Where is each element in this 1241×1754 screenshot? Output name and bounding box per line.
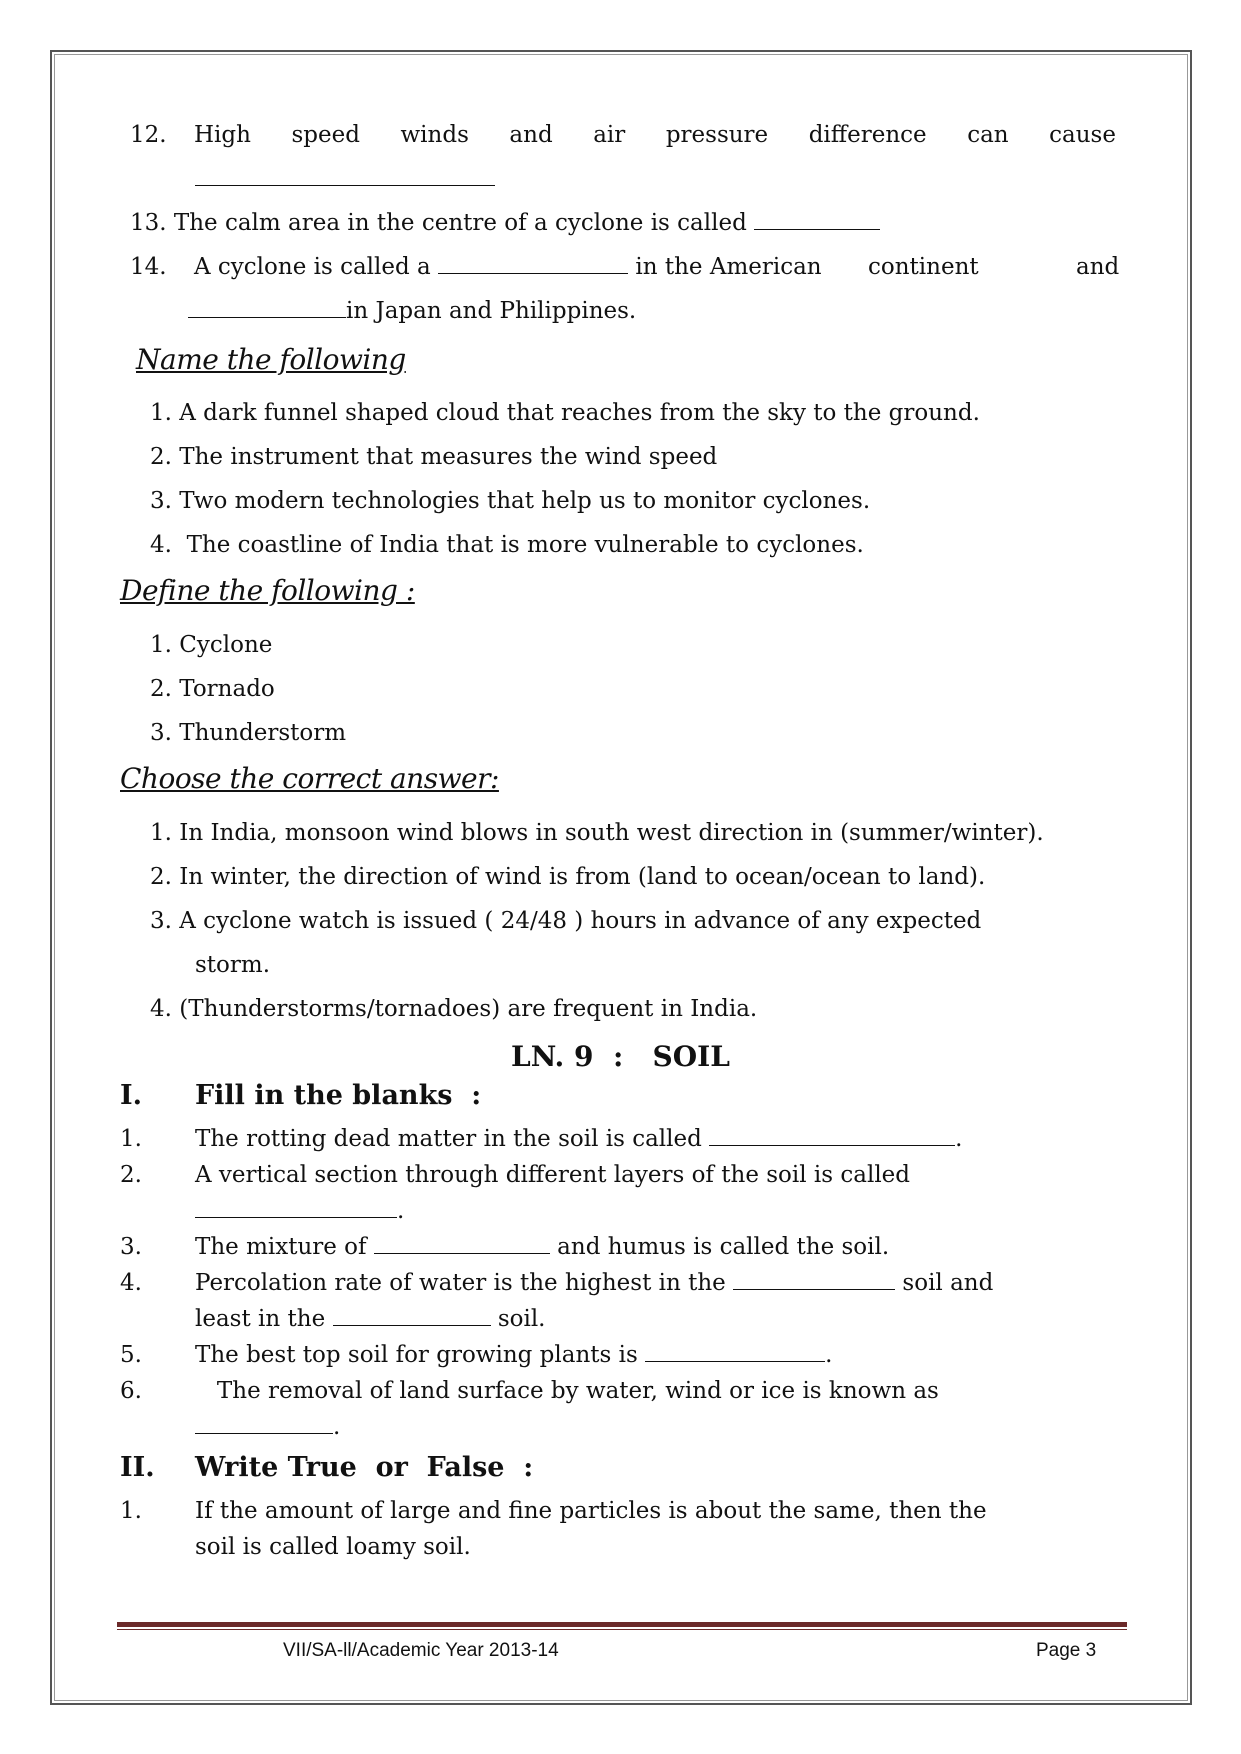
tf-number: 1. <box>120 1498 142 1524</box>
question-14-and: and <box>1076 254 1120 280</box>
lesson-title: LN. 9 : SOIL <box>511 1040 730 1073</box>
answer-blank <box>733 1269 895 1290</box>
question-13: 13. The calm area in the centre of a cyclone is called <box>130 208 880 238</box>
fill-number: 1. <box>120 1126 142 1152</box>
tf-item: If the amount of large and fine particles is about the same, then the <box>195 1498 987 1524</box>
fill-number: 6. <box>120 1378 142 1404</box>
answer-blank <box>438 253 628 274</box>
question-14-part-b: in Japan and Philippines. <box>188 296 636 326</box>
footer-rule-thin <box>117 1629 1127 1630</box>
answer-blank <box>645 1341 825 1362</box>
answer-blank <box>374 1233 550 1254</box>
fill-item-continuation: . <box>195 1196 404 1226</box>
section-heading-name: Name the following <box>136 343 406 376</box>
list-item: 2. Tornado <box>150 676 275 702</box>
tf-item-continuation: soil is called loamy soil. <box>195 1534 471 1560</box>
list-item: 4. (Thunderstorms/tornadoes) are frequent in India. <box>150 996 758 1022</box>
fill-item: A vertical section through different layers of the soil is called <box>195 1162 911 1188</box>
question-14-continent: continent <box>868 254 979 280</box>
answer-blank <box>754 209 880 230</box>
list-item: 1. Cyclone <box>150 632 273 658</box>
list-item: 4. The coastline of India that is more vulnerable to cyclones. <box>150 532 864 558</box>
answer-blank <box>709 1125 955 1146</box>
fill-item-continuation: . <box>195 1412 340 1442</box>
footer-left: VII/SA-ll/Academic Year 2013-14 <box>283 1640 559 1661</box>
question-14-number: 14. <box>130 254 167 280</box>
answer-blank <box>333 1305 491 1326</box>
list-item: 3. A cyclone watch is issued ( 24/48 ) hours in advance of any expected <box>150 908 982 934</box>
fill-number: 3. <box>120 1234 142 1260</box>
list-item: 3. Thunderstorm <box>150 720 347 746</box>
list-item-continuation: storm. <box>195 952 271 978</box>
fill-number: 5. <box>120 1342 142 1368</box>
fill-item: The rotting dead matter in the soil is called . <box>195 1126 963 1152</box>
fill-item: The best top soil for growing plants is . <box>195 1342 833 1368</box>
question-14-part-a: A cyclone is called a in the American <box>194 254 822 280</box>
answer-blank <box>195 1413 333 1434</box>
section-heading-define: Define the following : <box>120 574 415 607</box>
section-heading-true-false: Write True or False : <box>195 1452 534 1483</box>
answer-blank <box>195 1197 397 1218</box>
list-item: 1. A dark funnel shaped cloud that reaches from the sky to the ground. <box>150 400 980 426</box>
fill-item: The mixture of and humus is called the soil. <box>195 1234 890 1260</box>
question-12-text: High speed winds and air pressure difference can cause <box>194 122 1116 148</box>
list-item: 1. In India, monsoon wind blows in south west direction in (summer/winter). <box>150 820 1044 846</box>
section-heading-fill: Fill in the blanks : <box>195 1080 482 1111</box>
section-roman-1: I. <box>120 1080 143 1111</box>
footer-rule <box>117 1622 1127 1627</box>
answer-blank <box>195 165 495 186</box>
list-item: 2. The instrument that measures the wind speed <box>150 444 718 470</box>
answer-blank <box>188 297 346 318</box>
list-item: 2. In winter, the direction of wind is from (land to ocean/ocean to land). <box>150 864 986 890</box>
fill-item-continuation: least in the soil. <box>195 1306 546 1332</box>
fill-number: 4. <box>120 1270 142 1296</box>
fill-item: The removal of land surface by water, wind or ice is known as <box>195 1378 939 1404</box>
section-roman-2: II. <box>120 1452 155 1483</box>
question-12-number: 12. <box>130 122 167 148</box>
list-item: 3. Two modern technologies that help us to monitor cyclones. <box>150 488 871 514</box>
section-heading-choose: Choose the correct answer: <box>120 762 499 795</box>
fill-item: Percolation rate of water is the highest in the soil and <box>195 1270 994 1296</box>
footer-page-number: Page 3 <box>1036 1640 1097 1661</box>
fill-number: 2. <box>120 1162 142 1188</box>
